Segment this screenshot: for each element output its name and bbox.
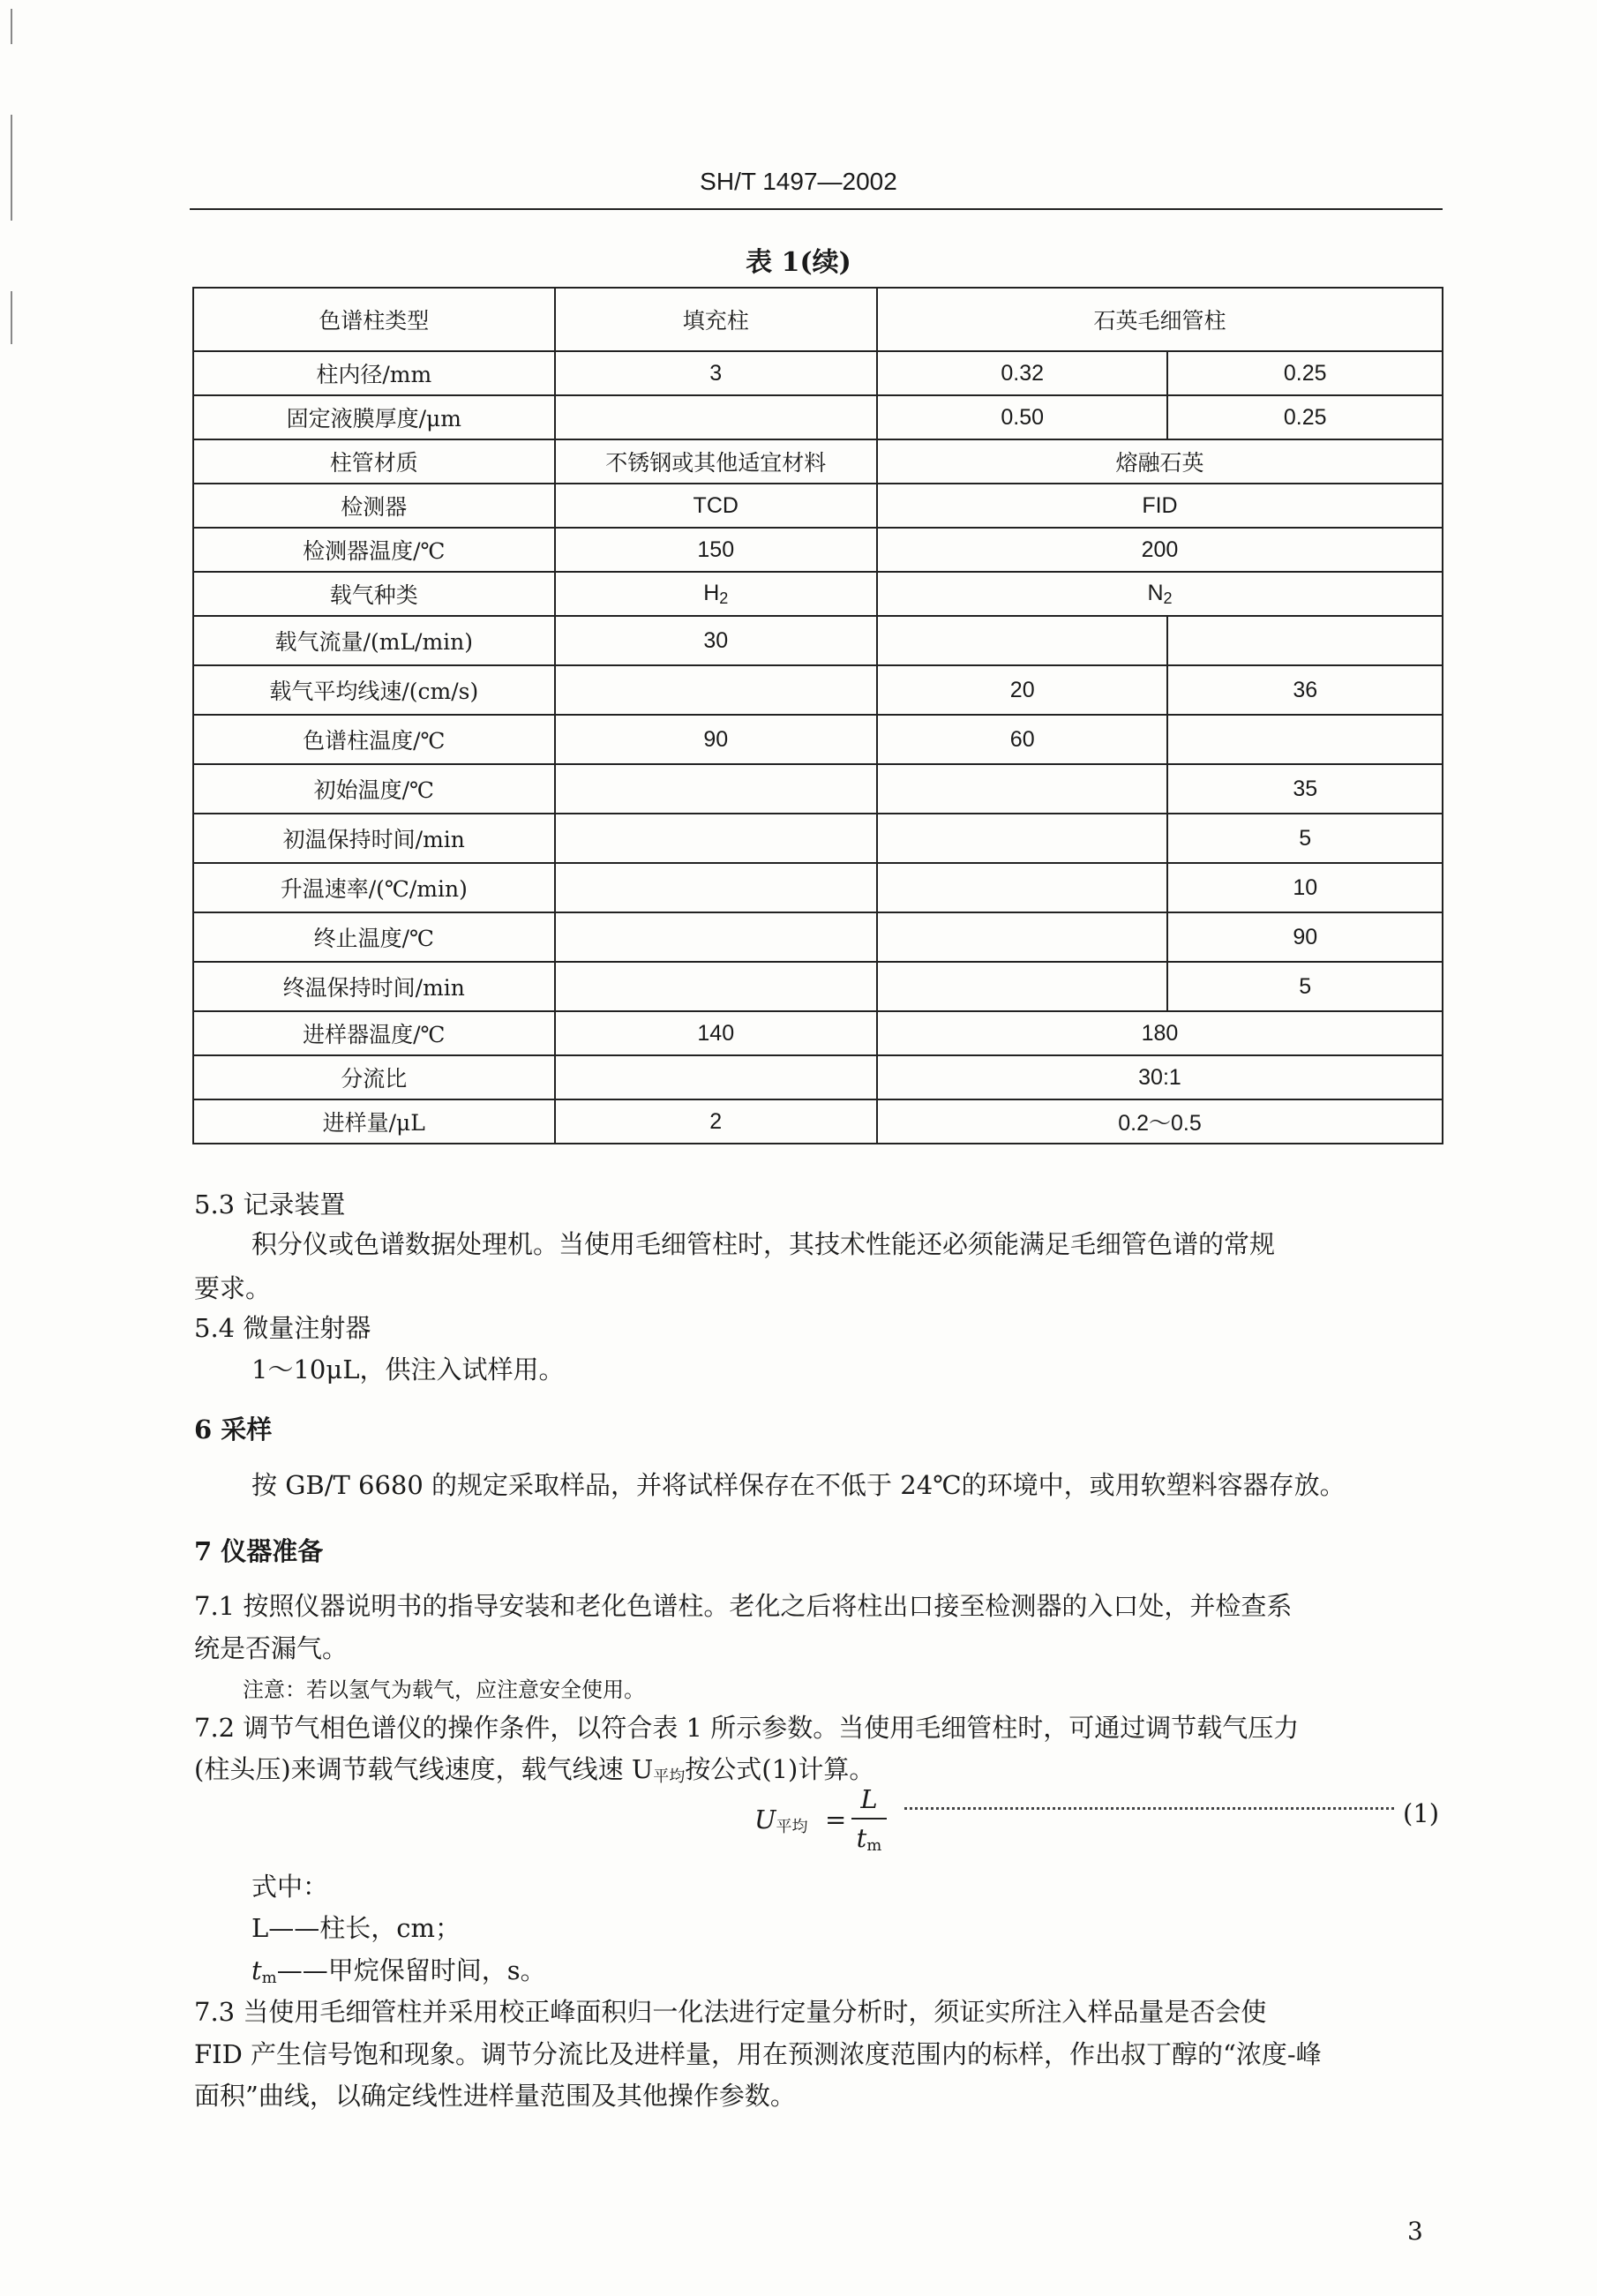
row-label: 载气流量/(mL/min) — [193, 616, 555, 665]
section-5-3-text: 积分仪或色谱数据处理机。当使用毛细管柱时，其技术性能还必须能满足毛细管色谱的常规 — [251, 1229, 1276, 1259]
cell-packed: 30 — [555, 616, 877, 665]
formula-fraction — [851, 1784, 887, 1855]
header-packed: 填充柱 — [555, 288, 877, 351]
safety-note: 注意：若以氢气为载气，应注意安全使用。 — [243, 1677, 645, 1702]
table-row — [193, 1099, 1443, 1144]
table-row — [193, 395, 1443, 439]
table-row — [193, 863, 1443, 912]
row-label: 色谱柱温度/℃ — [193, 715, 555, 764]
cell-cap1: 0.50 — [877, 395, 1167, 439]
cell-packed: 150 — [555, 528, 877, 572]
cell-cap1 — [877, 863, 1167, 912]
table-row — [193, 1055, 1443, 1099]
cell-cap2: 0.25 — [1167, 395, 1443, 439]
subscript: m — [866, 1836, 882, 1855]
cell-cap1: 20 — [877, 665, 1167, 715]
cell-packed — [555, 814, 877, 863]
cell-cap2: 10 — [1167, 863, 1443, 912]
scan-margin-mark — [11, 9, 12, 44]
cell-cap2 — [1167, 715, 1443, 764]
cell-cap: 0.2～0.5 — [877, 1099, 1443, 1144]
cell-cap2: 35 — [1167, 764, 1443, 814]
header-column-type: 色谱柱类型 — [193, 288, 555, 351]
definition-tm — [251, 1953, 546, 1996]
formula-var: t — [251, 1955, 262, 1985]
table-row — [193, 962, 1443, 1011]
cell-packed — [555, 863, 877, 912]
row-label: 终止温度/℃ — [193, 912, 555, 962]
cell-packed: 2 — [555, 1099, 877, 1144]
section-6-text: 按 GB/T 6680 的规定采取样品，并将试样保存在不低于 24℃的环境中，或用软塑料容器存放。 — [251, 1470, 1346, 1500]
cell-packed — [555, 912, 877, 962]
formula-equals: = — [825, 1805, 847, 1835]
table-row — [193, 439, 1443, 484]
section-7-2-text-cont — [194, 1752, 874, 1795]
cell-cap: 200 — [877, 528, 1443, 572]
table-row — [193, 528, 1443, 572]
section-5-4-text: 1～10μL，供注入试样用。 — [251, 1354, 565, 1384]
fraction-bar — [851, 1818, 887, 1820]
cell-packed — [555, 1055, 877, 1099]
section-7-3-text-cont: 面积”曲线，以确定线性进样量范围及其他操作参数。 — [194, 2081, 796, 2111]
formula-var: t — [856, 1823, 867, 1853]
row-label: 载气平均线速/(cm/s) — [193, 665, 555, 715]
cell-cap: 熔融石英 — [877, 439, 1443, 484]
cell-cap: 180 — [877, 1011, 1443, 1055]
row-label: 柱内径/mm — [193, 351, 555, 395]
table-row — [193, 616, 1443, 665]
row-label: 检测器 — [193, 484, 555, 528]
formula-leader-dots — [904, 1807, 1394, 1810]
row-label: 升温速率/(℃/min) — [193, 863, 555, 912]
cell-cap1 — [877, 814, 1167, 863]
table-row — [193, 572, 1443, 616]
page-header: SH/T 1497—2002 — [700, 168, 897, 195]
cell-cap — [877, 572, 1443, 616]
definition-L: L——柱长，cm； — [251, 1913, 461, 1943]
table-row — [193, 665, 1443, 715]
section-7-1-text-cont: 统是否漏气。 — [194, 1633, 349, 1663]
table-row — [193, 484, 1443, 528]
gas-subscript: 2 — [1163, 589, 1173, 607]
formula-lhs — [754, 1802, 807, 1845]
cell-packed — [555, 395, 877, 439]
cell-cap1: 0.32 — [877, 351, 1167, 395]
cell-packed: 140 — [555, 1011, 877, 1055]
cell-cap: FID — [877, 484, 1443, 528]
table-row — [193, 715, 1443, 764]
section-7-2-text: 7.2 调节气相色谱仪的操作条件，以符合表 1 所示参数。当使用毛细管柱时，可通过调节载气压力 — [194, 1713, 1300, 1743]
page-number: 3 — [1407, 2217, 1423, 2246]
row-label: 进样器温度/℃ — [193, 1011, 555, 1055]
row-label: 初温保持时间/min — [193, 814, 555, 863]
cell-cap1: 60 — [877, 715, 1167, 764]
cell-cap2 — [1167, 616, 1443, 665]
row-label: 终温保持时间/min — [193, 962, 555, 1011]
section-7-title: 7 仪器准备 — [194, 1536, 324, 1566]
formula-number: (1) — [1403, 1798, 1440, 1828]
parameter-table — [192, 287, 1443, 1144]
formula-numerator: L — [860, 1784, 878, 1814]
gas-formula: N — [1147, 580, 1164, 605]
section-7-3-text: 7.3 当使用毛细管柱并采用校正峰面积归一化法进行定量分析时，须证实所注入样品量是否会使 — [194, 1997, 1267, 2027]
cell-cap2: 90 — [1167, 912, 1443, 962]
text-fragment: ——甲烷保留时间，s。 — [276, 1955, 546, 1985]
cell-cap1 — [877, 764, 1167, 814]
section-7-1-text: 7.1 按照仪器说明书的指导安装和老化色谱柱。老化之后将柱出口接至检测器的入口处，并检查系 — [194, 1591, 1293, 1621]
cell-packed — [555, 764, 877, 814]
row-label: 载气种类 — [193, 572, 555, 616]
table-row — [193, 814, 1443, 863]
formula-denominator — [857, 1823, 882, 1853]
cell-cap: 30:1 — [877, 1055, 1443, 1099]
subscript: m — [261, 1969, 277, 1987]
section-6-title: 6 采样 — [194, 1414, 273, 1444]
gas-subscript: 2 — [719, 589, 729, 607]
cell-cap2: 5 — [1167, 814, 1443, 863]
gas-formula: H — [703, 580, 720, 605]
subscript: 平均 — [653, 1767, 686, 1786]
cell-packed: 90 — [555, 715, 877, 764]
table-row — [193, 1011, 1443, 1055]
section-5-3-text-cont: 要求。 — [194, 1273, 272, 1303]
row-label: 进样量/μL — [193, 1099, 555, 1144]
table-row — [193, 912, 1443, 962]
row-label: 分流比 — [193, 1055, 555, 1099]
cell-cap1 — [877, 616, 1167, 665]
row-label: 检测器温度/℃ — [193, 528, 555, 572]
cell-packed: 不锈钢或其他适宜材料 — [555, 439, 877, 484]
cell-packed: 3 — [555, 351, 877, 395]
subscript: 平均 — [776, 1818, 808, 1836]
row-label: 固定液膜厚度/μm — [193, 395, 555, 439]
section-7-3-text-cont: FID 产生信号饱和现象。调节分流比及进样量，用在预测浓度范围内的标样，作出叔丁醇的“浓度-峰 — [194, 2039, 1322, 2069]
cell-packed — [555, 962, 877, 1011]
section-5-3-title: 5.3 记录装置 — [194, 1189, 346, 1219]
section-5-4-title: 5.4 微量注射器 — [194, 1313, 371, 1343]
formula-var: U — [754, 1805, 776, 1835]
table-row — [193, 764, 1443, 814]
row-label: 柱管材质 — [193, 439, 555, 484]
cell-cap1 — [877, 912, 1167, 962]
cell-packed: TCD — [555, 484, 877, 528]
header-rule — [190, 208, 1443, 210]
table-caption: 表 1(续) — [746, 247, 851, 278]
text-fragment: (柱头压)来调节载气线速度，载气线速 U — [194, 1754, 654, 1784]
cell-packed — [555, 665, 877, 715]
cell-packed — [555, 572, 877, 616]
cell-cap2: 0.25 — [1167, 351, 1443, 395]
table-row — [193, 351, 1443, 395]
header-capillary: 石英毛细管柱 — [877, 288, 1443, 351]
row-label: 初始温度/℃ — [193, 764, 555, 814]
scan-margin-mark — [11, 291, 12, 344]
cell-cap1 — [877, 962, 1167, 1011]
text-fragment: 按公式(1)计算。 — [685, 1754, 875, 1784]
table-header-row — [193, 288, 1443, 351]
where-label: 式中： — [251, 1872, 329, 1902]
cell-cap2: 5 — [1167, 962, 1443, 1011]
cell-cap2: 36 — [1167, 665, 1443, 715]
